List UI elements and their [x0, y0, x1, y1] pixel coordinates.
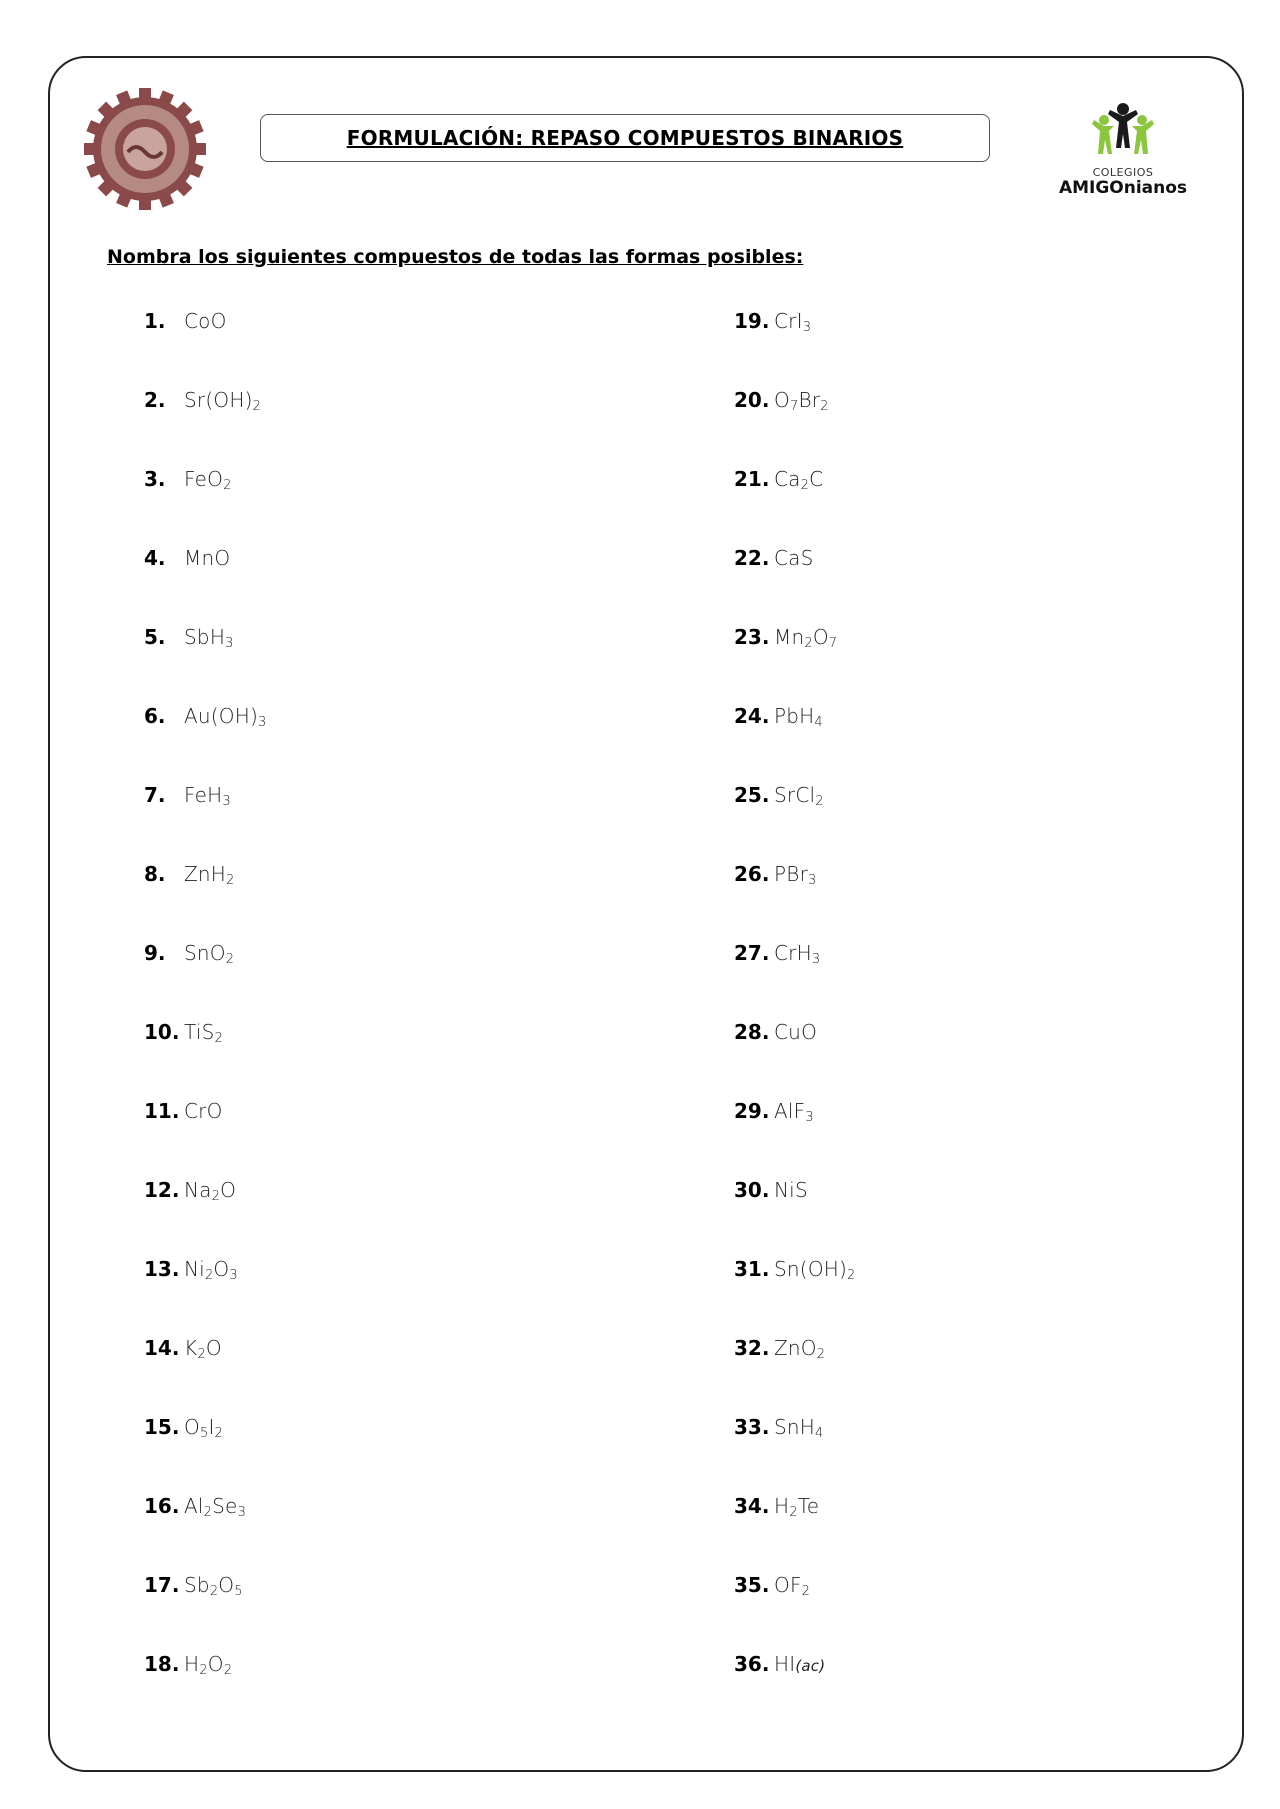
exercise-item: [734, 1020, 856, 1099]
chemical-formula: $H_2Te$: [774, 1494, 820, 1520]
exercise-item: [144, 1020, 267, 1099]
chemical-formula: SbH$_3$: [184, 625, 234, 651]
exercise-item: [144, 388, 267, 467]
chemical-formula: MnO: [184, 546, 231, 570]
exercise-item: [144, 862, 267, 941]
exercise-number: 19.: [734, 309, 770, 333]
chemical-formula: SnO$_2$: [184, 941, 235, 967]
exercise-number: 14.: [144, 1336, 180, 1360]
chemical-formula: FeH$_3$: [184, 783, 231, 809]
exercise-item: [734, 1178, 856, 1257]
exercise-number: 29.: [734, 1099, 770, 1123]
exercise-item: [144, 1494, 267, 1573]
exercise-number: 5.: [144, 625, 166, 649]
logo-colegios-text: COLEGIOS: [1092, 166, 1154, 179]
exercise-number: 21.: [734, 467, 770, 491]
instruction-text: Nombra los siguientes compuestos de todas las formas posibles:: [107, 246, 804, 268]
exercise-number: 24.: [734, 704, 770, 728]
exercise-item: [734, 467, 856, 546]
school-seal-logo: [78, 82, 212, 216]
exercise-item: [734, 704, 856, 783]
exercise-item: [734, 1573, 856, 1652]
exercise-number: 1.: [144, 309, 166, 333]
chemical-formula: PbH$_4$: [774, 704, 823, 730]
chemical-formula: CrO: [184, 1099, 223, 1123]
exercise-item: [734, 388, 856, 467]
exercise-number: 30.: [734, 1178, 770, 1202]
chemical-formula: $H_2O_2$: [184, 1652, 233, 1678]
chemical-formula: TiS$_2$: [184, 1020, 223, 1046]
exercise-number: 12.: [144, 1178, 180, 1202]
chemical-formula: $Al_2Se_3$: [184, 1494, 247, 1520]
exercise-item: [734, 1099, 856, 1178]
exercise-number: 36.: [734, 1652, 770, 1676]
exercise-item: [144, 546, 267, 625]
exercise-number: 22.: [734, 546, 770, 570]
exercise-item: [144, 1652, 267, 1731]
chemical-formula: $Au(OH)_3$: [184, 704, 267, 730]
chemical-formula: $O_7Br_2$: [774, 388, 829, 414]
chemical-formula: CaS: [774, 546, 814, 570]
exercise-item: [144, 1573, 267, 1652]
exercise-column-right: [734, 309, 856, 1731]
exercise-item: [144, 625, 267, 704]
chemical-formula: NiS: [774, 1178, 808, 1202]
exercise-number: 8.: [144, 862, 166, 886]
exercise-number: 16.: [144, 1494, 180, 1518]
exercise-number: 26.: [734, 862, 770, 886]
chemical-formula: $Sr(OH)_2$: [184, 388, 262, 414]
exercise-number: 15.: [144, 1415, 180, 1439]
chemical-formula: SrCl$_2$: [774, 783, 824, 809]
exercise-item: [734, 546, 856, 625]
logo-amigonianos-text: AMIGOnianos: [1058, 178, 1188, 198]
exercise-item: [144, 309, 267, 388]
exercise-number: 18.: [144, 1652, 180, 1676]
exercise-number: 11.: [144, 1099, 180, 1123]
exercise-item: [144, 941, 267, 1020]
exercise-item: [734, 941, 856, 1020]
exercise-item: [734, 1336, 856, 1415]
chemical-formula: $K_2O$: [184, 1336, 222, 1362]
exercise-number: 27.: [734, 941, 770, 965]
exercise-item: [144, 1415, 267, 1494]
exercise-number: 35.: [734, 1573, 770, 1597]
chemical-formula: $Ca_2C$: [774, 467, 824, 493]
exercise-item: [734, 1652, 856, 1731]
exercise-number: 32.: [734, 1336, 770, 1360]
colegios-amigonianos-logo: [1058, 100, 1188, 210]
chemical-formula: $Na_2O$: [184, 1178, 237, 1204]
exercise-number: 17.: [144, 1573, 180, 1597]
chemical-formula: ZnH$_2$: [184, 862, 235, 888]
exercise-item: [734, 1257, 856, 1336]
chemical-formula: CrH$_3$: [774, 941, 821, 967]
exercise-number: 4.: [144, 546, 166, 570]
chemical-formula: $O_5I_2$: [184, 1415, 224, 1441]
chemical-formula: $Ni_2O_3$: [184, 1257, 238, 1283]
chemical-formula: $OF_2$: [774, 1573, 811, 1599]
chemical-formula: CrI$_3$: [774, 309, 812, 335]
exercise-number: 6.: [144, 704, 166, 728]
exercise-item: [734, 309, 856, 388]
exercise-number: 25.: [734, 783, 770, 807]
exercise-item: [734, 783, 856, 862]
exercise-item: [144, 1099, 267, 1178]
worksheet-title: FORMULACIÓN: REPASO COMPUESTOS BINARIOS: [346, 126, 904, 150]
chemical-formula: PBr$_3$: [774, 862, 817, 888]
chemical-formula: FeO$_2$: [184, 467, 232, 493]
chemical-formula: ZnO$_2$: [774, 1336, 826, 1362]
exercise-item: [144, 467, 267, 546]
exercise-number: 2.: [144, 388, 166, 412]
exercise-item: [734, 862, 856, 941]
exercise-number: 3.: [144, 467, 166, 491]
exercise-item: [144, 1336, 267, 1415]
title-box: [260, 114, 990, 162]
exercise-item: [144, 1178, 267, 1257]
exercise-item: [144, 783, 267, 862]
chemical-formula: $Mn_2O_7$: [774, 625, 838, 651]
exercise-number: 13.: [144, 1257, 180, 1281]
chemical-formula: CoO: [184, 309, 227, 333]
exercise-number: 34.: [734, 1494, 770, 1518]
exercise-number: 10.: [144, 1020, 180, 1044]
chemical-formula: $Sb_2O_5$: [184, 1573, 243, 1599]
chemical-formula: CuO: [774, 1020, 818, 1044]
chemical-formula: AlF$_3$: [774, 1099, 814, 1125]
exercise-item: [734, 1494, 856, 1573]
exercise-number: 28.: [734, 1020, 770, 1044]
exercise-item: [144, 1257, 267, 1336]
exercise-number: 31.: [734, 1257, 770, 1281]
exercise-number: 33.: [734, 1415, 770, 1439]
exercise-item: [144, 704, 267, 783]
exercise-item: [734, 625, 856, 704]
exercise-number: 9.: [144, 941, 166, 965]
people-icon: [1088, 100, 1158, 164]
chemical-formula: SnH$_4$: [774, 1415, 824, 1441]
exercise-column-left: [144, 309, 267, 1731]
exercise-number: 20.: [734, 388, 770, 412]
exercise-item: [734, 1415, 856, 1494]
exercise-number: 23.: [734, 625, 770, 649]
chemical-formula: HI(ac): [774, 1652, 826, 1676]
chemical-formula: $Sn(OH)_2$: [774, 1257, 856, 1283]
exercise-number: 7.: [144, 783, 166, 807]
